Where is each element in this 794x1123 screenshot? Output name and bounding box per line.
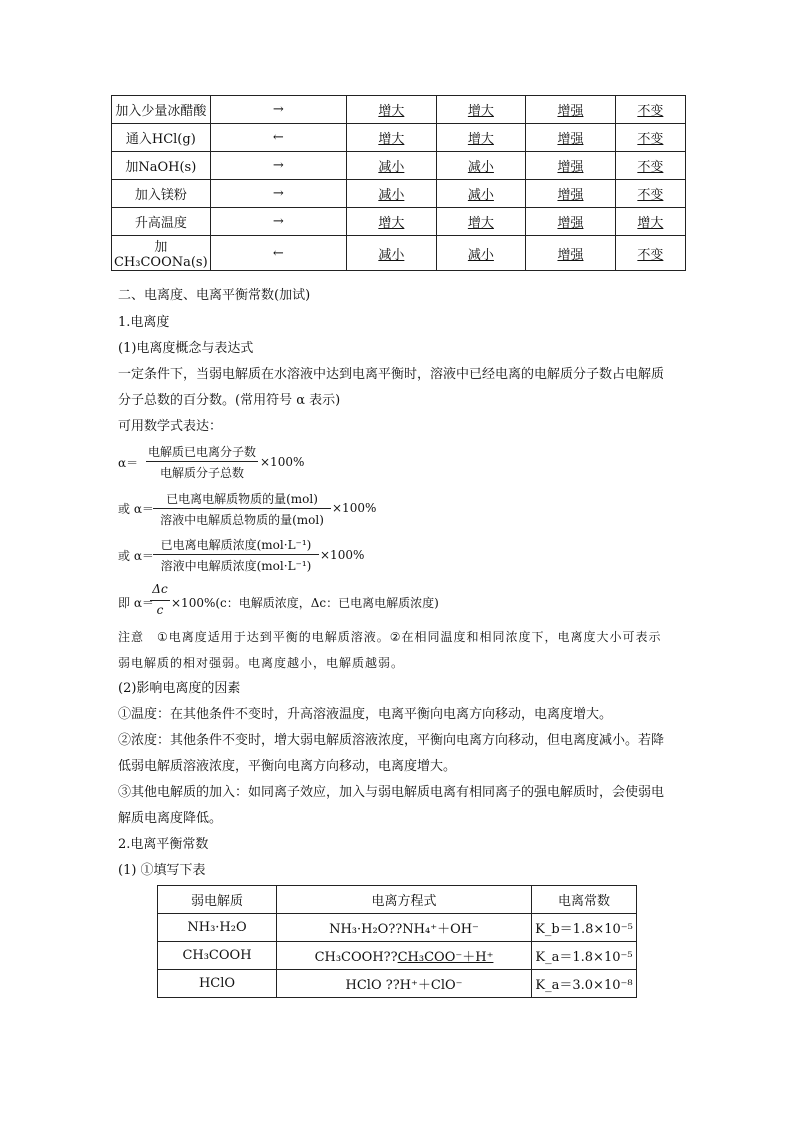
condition-cell: 加CH₃COONa(s) — [112, 236, 211, 271]
value-cell: 增强 — [526, 236, 616, 271]
value-cell: 增强 — [526, 152, 616, 180]
section-heading: 二、电离度、电离平衡常数(加试) — [118, 288, 311, 303]
paragraph-line: 解质电离度降低。 — [118, 811, 223, 826]
subsection-title: 1.电离度 — [118, 315, 170, 330]
paragraph-line: 分子总数的百分数。(常用符号 α 表示) — [118, 393, 341, 408]
subsection-title: (2)影响电离度的因素 — [118, 681, 241, 696]
paragraph-line: 可用数学式表达： — [118, 419, 223, 434]
shift-arrow-cell: → — [210, 96, 346, 124]
electrolyte-name: CH₃COOH — [158, 942, 277, 970]
formula-denominator: c — [156, 603, 164, 617]
formula-lhs: 即 α＝ — [118, 596, 154, 610]
condition-cell: 通入HCl(g) — [112, 124, 211, 152]
table-row — [112, 152, 686, 180]
formula-lhs: α＝ — [118, 456, 139, 470]
subsection-title: 2.电离平衡常数 — [118, 837, 209, 852]
table-row — [112, 124, 686, 152]
condition-cell: 加入镁粉 — [112, 180, 211, 208]
header-cell: 电离常数 — [532, 886, 637, 914]
paragraph-line: 低弱电解质溶液浓度，平衡向电离方向移动，电离度增大。 — [118, 759, 457, 774]
table-row — [158, 970, 637, 998]
formula-numerator: 已电离电解质物质的量(mol) — [166, 492, 318, 506]
value-cell: 增强 — [526, 124, 616, 152]
value-cell: 增强 — [526, 96, 616, 124]
value-cell: 减小 — [436, 236, 526, 271]
formula-tail: ×100%(c：电解质浓度，Δc：已电离电解质浓度) — [171, 596, 439, 610]
value-cell: 减小 — [436, 152, 526, 180]
value-cell: 增大 — [436, 124, 526, 152]
table-row — [158, 914, 637, 942]
value-cell: 不变 — [615, 152, 685, 180]
value-cell: 增大 — [347, 96, 437, 124]
formula-numerator: Δc — [152, 582, 168, 596]
value-cell: 增大 — [436, 96, 526, 124]
value-cell: 不变 — [615, 236, 685, 271]
condition-cell: 升高温度 — [112, 208, 211, 236]
table-row — [158, 942, 637, 970]
condition-cell: 加NaOH(s) — [112, 152, 211, 180]
value-cell: 增大 — [615, 208, 685, 236]
header-cell: 电离方程式 — [277, 886, 532, 914]
value-cell: 减小 — [347, 236, 437, 271]
formula-denominator: 溶液中电解质总物质的量(mol) — [160, 513, 324, 527]
shift-arrow-cell: → — [210, 208, 346, 236]
paragraph-line: ②浓度：其他条件不变时，增大弱电解质溶液浓度，平衡向电离方向移动，但电离度减小。若降 — [118, 733, 665, 748]
value-cell: 不变 — [615, 96, 685, 124]
formula-denominator: 溶液中电解质浓度(mol·L⁻¹) — [160, 559, 312, 573]
value-cell: 增强 — [526, 208, 616, 236]
value-cell: 减小 — [347, 152, 437, 180]
formula-numerator: 电解质已电离分子数 — [147, 445, 256, 459]
shift-arrow-cell: ← — [210, 236, 346, 271]
value-cell: 减小 — [347, 180, 437, 208]
table-row — [112, 96, 686, 124]
table-row — [112, 180, 686, 208]
ionization-constant-table — [157, 885, 637, 998]
header-cell: 弱电解质 — [158, 886, 277, 914]
shift-arrow-cell: → — [210, 152, 346, 180]
electrolyte-name: NH₃·H₂O — [158, 914, 277, 942]
paragraph-line: 一定条件下，当弱电解质在水溶液中达到电离平衡时，溶液中已经电离的电解质分子数占电解质 — [118, 367, 665, 382]
value-cell: 增大 — [347, 208, 437, 236]
formula-tail: ×100% — [260, 455, 305, 469]
influence-table — [111, 95, 686, 271]
note-line: 注意 ①电离度适用于达到平衡的电解质溶液。②在相同温度和相同浓度下，电离度大小可表示 — [118, 630, 662, 644]
subsection-title: (1) ①填写下表 — [118, 863, 206, 878]
note-line: 弱电解质的相对强弱。电离度越小，电解质越弱。 — [118, 656, 405, 670]
electrolyte-name: HClO — [158, 970, 277, 998]
value-cell: 增大 — [436, 208, 526, 236]
ionization-equation: HClO ??H⁺＋ClO⁻ — [277, 970, 532, 998]
formula-lhs: 或 α＝ — [118, 502, 154, 516]
paragraph-line: ①温度：在其他条件不变时，升高溶液温度，电离平衡向电离方向移动，电离度增大。 — [118, 707, 613, 722]
ionization-constant: K_a＝1.8×10⁻⁵ — [532, 942, 637, 970]
value-cell: 不变 — [615, 124, 685, 152]
shift-arrow-cell: ← — [210, 124, 346, 152]
ionization-constant: K_b＝1.8×10⁻⁵ — [532, 914, 637, 942]
value-cell: 增大 — [347, 124, 437, 152]
table-row — [112, 208, 686, 236]
value-cell: 不变 — [615, 180, 685, 208]
shift-arrow-cell: → — [210, 180, 346, 208]
formula-tail: ×100% — [320, 548, 365, 562]
table-header-row — [158, 886, 637, 914]
paragraph-line: ③其他电解质的加入：如同离子效应，加入与弱电解质电离有相同离子的强电解质时，会使弱电 — [118, 785, 665, 800]
formula-numerator: 已电离电解质浓度(mol·L⁻¹) — [160, 538, 312, 552]
ionization-constant: K_a＝3.0×10⁻⁸ — [532, 970, 637, 998]
value-cell: 增强 — [526, 180, 616, 208]
ionization-equation: CH₃COOH??CH₃COO⁻＋H⁺ — [277, 942, 532, 970]
ionization-equation: NH₃·H₂O??NH₄⁺＋OH⁻ — [277, 914, 532, 942]
value-cell: 减小 — [436, 180, 526, 208]
formula-tail: ×100% — [332, 501, 377, 515]
condition-cell: 加入少量冰醋酸 — [112, 96, 211, 124]
formula-lhs: 或 α＝ — [118, 549, 154, 563]
table-row — [112, 236, 686, 271]
formula-denominator: 电解质分子总数 — [159, 466, 244, 480]
subsection-title: (1)电离度概念与表达式 — [118, 341, 254, 356]
